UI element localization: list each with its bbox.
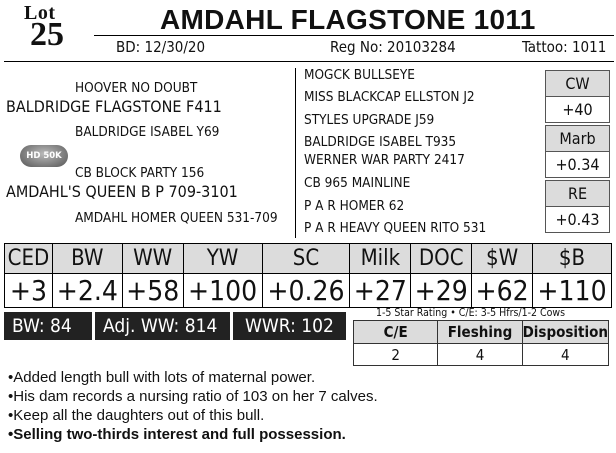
epd-header-doc: DOC [411, 244, 472, 274]
genomic-badge-text: HD 50K [26, 151, 62, 161]
epd-value-ww: +58 [122, 274, 183, 308]
trait-value-cw: +40 [545, 96, 610, 123]
epd-header-ced: CED [5, 244, 53, 274]
registration-number: Reg No: 20103284 [330, 38, 456, 56]
epd-value-bw: +2.4 [52, 274, 122, 308]
comment-item: • Selling two-thirds interest and full possession. [8, 425, 378, 444]
lot-number: 25 [30, 16, 64, 53]
rating-value-fleshing: 4 [438, 344, 522, 366]
rating-header-fleshing: Fleshing [438, 321, 522, 344]
comments-list [8, 368, 378, 444]
epd-header-yw: YW [183, 244, 262, 274]
epd-header-b-index: $B [533, 244, 612, 274]
lot-label: Lot [24, 2, 56, 24]
rating-header-ce: C/E [354, 321, 438, 344]
birth-date: BD: 12/30/20 [116, 38, 206, 56]
pedigree-third-gen-3: STYLES UPGRADE J59 [304, 112, 435, 128]
epd-value-row [5, 274, 612, 308]
trait-label-cw: CW [545, 70, 610, 97]
epd-value-sc: +0.26 [262, 274, 350, 308]
pedigree-third-gen-5: WERNER WAR PARTY 2417 [304, 152, 465, 168]
genomic-badge [20, 145, 68, 167]
epd-header-row [5, 244, 612, 274]
rating-header-row [354, 321, 609, 344]
rating-value-row [354, 344, 609, 366]
trait-label-marb: Marb [545, 125, 610, 152]
pedigree-sire-dam: BALDRIDGE ISABEL Y69 [75, 124, 220, 140]
epd-value-w-index: +62 [472, 274, 533, 308]
pedigree-third-gen-2: MISS BLACKCAP ELLSTON J2 [304, 89, 475, 105]
rating-table [353, 320, 609, 366]
pedigree-third-gen-1: MOGCK BULLSEYE [304, 67, 415, 83]
pedigree-third-gen-4: BALDRIDGE ISABEL T935 [304, 134, 457, 150]
trait-value-marb: +0.34 [545, 151, 610, 178]
epd-value-doc: +29 [411, 274, 472, 308]
rating-header-disposition: Disposition [522, 321, 608, 344]
epd-value-b-index: +110 [533, 274, 612, 308]
comment-item: • Added length bull with lots of maternal power. [8, 368, 378, 387]
pedigree-third-gen-7: P A R HOMER 62 [304, 198, 405, 214]
epd-header-milk: Milk [350, 244, 411, 274]
epd-value-milk: +27 [350, 274, 411, 308]
pedigree-dam-sire: CB BLOCK PARTY 156 [75, 165, 205, 181]
pedigree-divider [295, 68, 296, 238]
animal-name: AMDAHL FLAGSTONE 1011 [160, 4, 536, 35]
trait-value-re: +0.43 [545, 206, 610, 233]
tattoo: Tattoo: 1011 [522, 38, 607, 56]
rating-value-disposition: 4 [522, 344, 608, 366]
epd-value-ced: +3 [5, 274, 53, 308]
epd-table [4, 243, 612, 308]
epd-header-sc: SC [262, 244, 350, 274]
pedigree-sire: BALDRIDGE FLAGSTONE F411 [6, 97, 222, 116]
pedigree-sire-sire: HOOVER NO DOUBT [75, 80, 198, 96]
pedigree-third-gen-6: CB 965 MAINLINE [304, 175, 411, 191]
comment-item: • His dam records a nursing ratio of 103 on her 7 calves. [8, 387, 378, 406]
adjusted-weaning-weight-stat: Adj. WW: 814 [95, 312, 230, 340]
epd-header-ww: WW [122, 244, 183, 274]
rating-value-ce: 2 [354, 344, 438, 366]
trait-label-re: RE [545, 180, 610, 207]
epd-value-yw: +100 [183, 274, 262, 308]
top-divider [4, 61, 614, 62]
birth-weight-stat: BW: 84 [4, 312, 92, 340]
pedigree-dam-dam: AMDAHL HOMER QUEEN 531-709 [75, 210, 278, 226]
header-divider [94, 35, 614, 36]
comment-item: • Keep all the daughters out of this bull. [8, 406, 378, 425]
pedigree-dam: AMDAHL'S QUEEN B P 709-3101 [6, 182, 238, 201]
epd-header-w-index: $W [472, 244, 533, 274]
rating-note: 1-5 Star Rating • C/E: 3-5 Hfrs/1-2 Cows [376, 307, 566, 319]
epd-header-bw: BW [52, 244, 122, 274]
pedigree-third-gen-8: P A R HEAVY QUEEN RITO 531 [304, 220, 487, 236]
weaning-weight-ratio-stat: WWR: 102 [233, 312, 346, 340]
